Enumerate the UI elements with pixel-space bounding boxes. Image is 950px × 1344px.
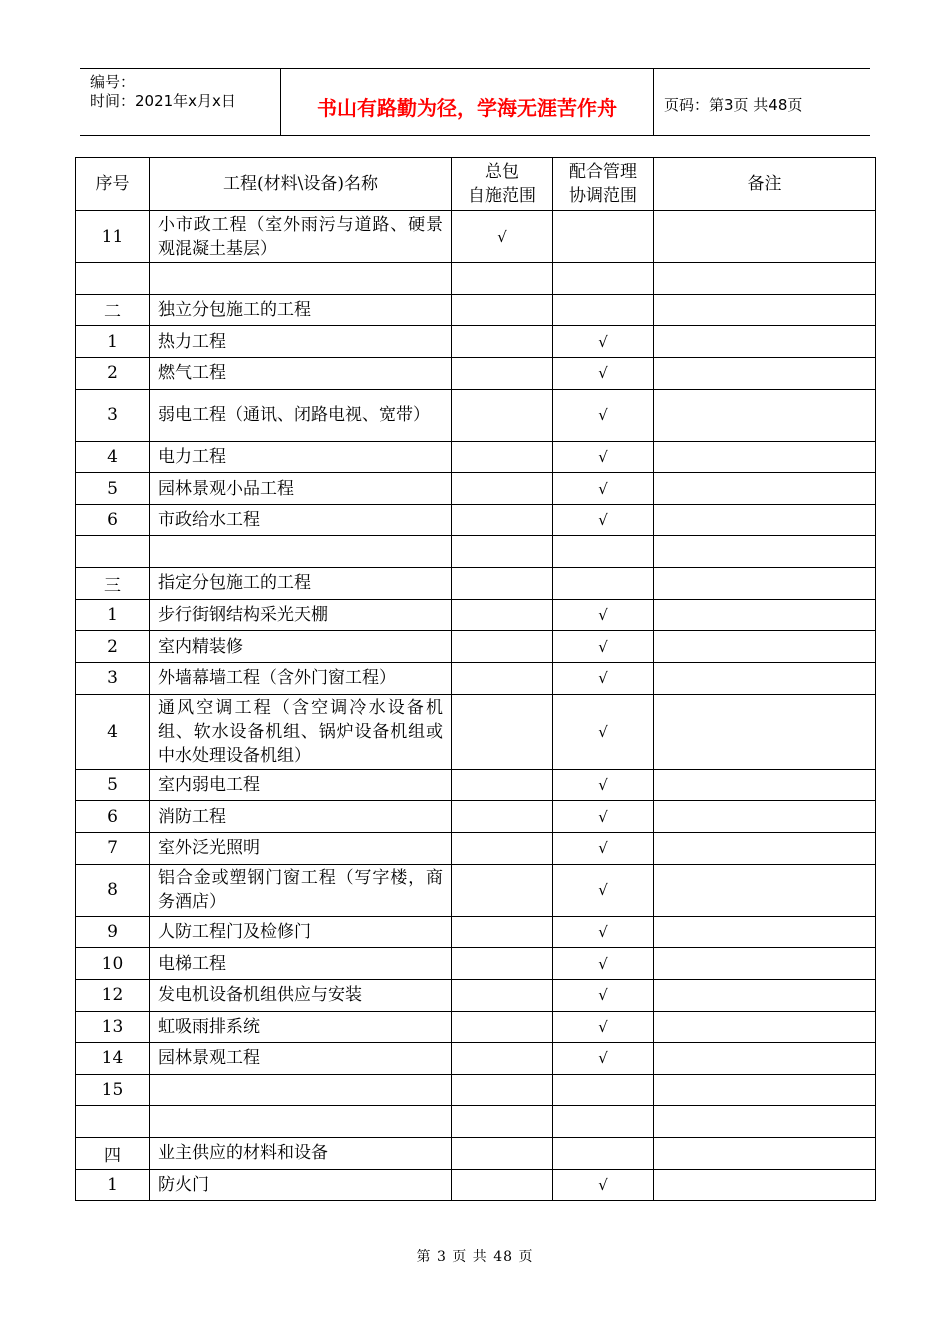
row-self-scope	[452, 1169, 553, 1201]
table-row	[76, 357, 876, 389]
row-name	[150, 263, 452, 295]
col-header-self: 总包 自施范围	[452, 158, 553, 211]
row-coord-scope: √	[553, 1011, 654, 1043]
table-row	[76, 441, 876, 473]
row-self-scope	[452, 694, 553, 769]
row-note	[654, 916, 876, 948]
row-coord-scope: √	[553, 832, 654, 864]
row-self-scope	[452, 294, 553, 326]
row-self-scope: √	[452, 211, 553, 263]
row-name	[150, 1074, 452, 1106]
row-note	[654, 801, 876, 833]
row-coord-scope: √	[553, 326, 654, 358]
row-number: 4	[76, 694, 150, 769]
row-self-scope	[452, 832, 553, 864]
row-coord-scope: √	[553, 694, 654, 769]
row-note	[654, 1169, 876, 1201]
table-row	[76, 504, 876, 536]
row-self-scope	[452, 1043, 553, 1075]
row-self-scope	[452, 916, 553, 948]
row-self-scope	[452, 1074, 553, 1106]
number-label: 编号：	[90, 73, 136, 91]
row-number: 11	[76, 211, 150, 263]
row-note	[654, 389, 876, 441]
row-coord-scope	[553, 211, 654, 263]
row-number: 6	[76, 801, 150, 833]
row-name: 独立分包施工的工程	[150, 294, 452, 326]
row-number: 四	[76, 1138, 150, 1170]
row-name: 人防工程门及检修门	[150, 916, 452, 948]
row-coord-scope	[553, 568, 654, 600]
row-name: 室外泛光照明	[150, 832, 452, 864]
row-number: 15	[76, 1074, 150, 1106]
table-row	[76, 1106, 876, 1138]
row-number: 7	[76, 832, 150, 864]
row-coord-scope: √	[553, 631, 654, 663]
row-note	[654, 536, 876, 568]
row-note	[654, 948, 876, 980]
table-row	[76, 568, 876, 600]
row-number: 6	[76, 504, 150, 536]
row-note	[654, 1138, 876, 1170]
row-self-scope	[452, 504, 553, 536]
row-coord-scope: √	[553, 663, 654, 695]
table-row	[76, 1011, 876, 1043]
table-header-row	[76, 158, 876, 211]
row-number	[76, 263, 150, 295]
row-number: 1	[76, 326, 150, 358]
row-self-scope	[452, 568, 553, 600]
row-number: 5	[76, 769, 150, 801]
row-name: 园林景观小品工程	[150, 473, 452, 505]
row-name	[150, 1106, 452, 1138]
row-note	[654, 769, 876, 801]
row-coord-scope: √	[553, 948, 654, 980]
row-number: 14	[76, 1043, 150, 1075]
table-row	[76, 1043, 876, 1075]
row-note	[654, 1043, 876, 1075]
row-self-scope	[452, 1106, 553, 1138]
row-self-scope	[452, 769, 553, 801]
row-coord-scope: √	[553, 504, 654, 536]
row-note	[654, 211, 876, 263]
row-note	[654, 599, 876, 631]
row-number	[76, 536, 150, 568]
row-note	[654, 263, 876, 295]
row-note	[654, 832, 876, 864]
row-number: 9	[76, 916, 150, 948]
row-self-scope	[452, 1138, 553, 1170]
row-self-scope	[452, 599, 553, 631]
row-name: 指定分包施工的工程	[150, 568, 452, 600]
table-row	[76, 916, 876, 948]
row-note	[654, 979, 876, 1011]
row-name: 外墙幕墙工程（含外门窗工程）	[150, 663, 452, 695]
row-note	[654, 694, 876, 769]
header-motto: 书山有路勤为径，学海无涯苦作舟	[281, 69, 654, 135]
row-name: 市政给水工程	[150, 504, 452, 536]
row-number: 1	[76, 599, 150, 631]
row-self-scope	[452, 864, 553, 916]
table-row	[76, 536, 876, 568]
header-meta	[80, 69, 281, 135]
row-number: 二	[76, 294, 150, 326]
table-row	[76, 1138, 876, 1170]
header-page-info: 页码：第3页 共48页	[664, 95, 803, 114]
row-self-scope	[452, 948, 553, 980]
col-header-name: 工程(材料\设备)名称	[150, 158, 452, 211]
row-number: 8	[76, 864, 150, 916]
row-coord-scope: √	[553, 979, 654, 1011]
row-number: 1	[76, 1169, 150, 1201]
row-self-scope	[452, 801, 553, 833]
table-row	[76, 1074, 876, 1106]
row-note	[654, 504, 876, 536]
row-name: 业主供应的材料和设备	[150, 1138, 452, 1170]
row-name: 室内弱电工程	[150, 769, 452, 801]
table-row	[76, 263, 876, 295]
row-self-scope	[452, 389, 553, 441]
row-number	[76, 1106, 150, 1138]
row-name: 室内精装修	[150, 631, 452, 663]
row-name: 燃气工程	[150, 357, 452, 389]
row-note	[654, 864, 876, 916]
row-coord-scope: √	[553, 1043, 654, 1075]
row-name: 弱电工程（通讯、闭路电视、宽带）	[150, 389, 452, 441]
row-note	[654, 1011, 876, 1043]
row-self-scope	[452, 663, 553, 695]
table-row	[76, 801, 876, 833]
table-row	[76, 631, 876, 663]
time-label: 时间：2021年x月x日	[90, 92, 236, 110]
table-row	[76, 326, 876, 358]
table-row	[76, 663, 876, 695]
row-name: 电梯工程	[150, 948, 452, 980]
row-number: 2	[76, 631, 150, 663]
table-row	[76, 1169, 876, 1201]
row-coord-scope: √	[553, 473, 654, 505]
row-name: 园林景观工程	[150, 1043, 452, 1075]
row-note	[654, 663, 876, 695]
row-self-scope	[452, 357, 553, 389]
row-name: 铝合金或塑钢门窗工程（写字楼，商务酒店）	[150, 864, 452, 916]
row-note	[654, 473, 876, 505]
row-coord-scope: √	[553, 864, 654, 916]
row-coord-scope: √	[553, 801, 654, 833]
table-row	[76, 864, 876, 916]
row-note	[654, 326, 876, 358]
row-number: 4	[76, 441, 150, 473]
row-name: 虹吸雨排系统	[150, 1011, 452, 1043]
row-coord-scope	[553, 1106, 654, 1138]
row-number: 3	[76, 389, 150, 441]
table-row	[76, 979, 876, 1011]
row-coord-scope: √	[553, 389, 654, 441]
row-coord-scope	[553, 1074, 654, 1106]
row-coord-scope: √	[553, 599, 654, 631]
row-name: 步行街钢结构采光天棚	[150, 599, 452, 631]
table-row	[76, 599, 876, 631]
col-header-coord: 配合管理 协调范围	[553, 158, 654, 211]
page-footer: 第 3 页 共 48 页	[416, 1249, 534, 1265]
row-coord-scope	[553, 1138, 654, 1170]
row-note	[654, 294, 876, 326]
row-coord-scope: √	[553, 1169, 654, 1201]
table-row	[76, 694, 876, 769]
row-self-scope	[452, 979, 553, 1011]
table-row	[76, 832, 876, 864]
table-row	[76, 473, 876, 505]
table-row	[76, 948, 876, 980]
row-number: 5	[76, 473, 150, 505]
row-self-scope	[452, 1011, 553, 1043]
row-self-scope	[452, 263, 553, 295]
row-name: 热力工程	[150, 326, 452, 358]
row-coord-scope: √	[553, 916, 654, 948]
row-note	[654, 568, 876, 600]
col-header-no: 序号	[76, 158, 150, 211]
row-name: 小市政工程（室外雨污与道路、硬景观混凝土基层）	[150, 211, 452, 263]
row-self-scope	[452, 473, 553, 505]
row-coord-scope: √	[553, 357, 654, 389]
row-number: 10	[76, 948, 150, 980]
engineering-scope-table	[75, 157, 876, 1201]
row-self-scope	[452, 326, 553, 358]
col-header-note: 备注	[654, 158, 876, 211]
table-row	[76, 211, 876, 263]
row-coord-scope	[553, 536, 654, 568]
row-coord-scope: √	[553, 769, 654, 801]
row-number: 12	[76, 979, 150, 1011]
row-self-scope	[452, 441, 553, 473]
row-name: 电力工程	[150, 441, 452, 473]
row-name: 发电机设备机组供应与安装	[150, 979, 452, 1011]
row-number: 2	[76, 357, 150, 389]
row-number: 13	[76, 1011, 150, 1043]
row-note	[654, 1106, 876, 1138]
table-body	[76, 211, 876, 1201]
row-name: 消防工程	[150, 801, 452, 833]
row-note	[654, 631, 876, 663]
row-coord-scope	[553, 263, 654, 295]
row-coord-scope: √	[553, 441, 654, 473]
row-name: 防火门	[150, 1169, 452, 1201]
row-self-scope	[452, 536, 553, 568]
row-name	[150, 536, 452, 568]
table-row	[76, 294, 876, 326]
row-number: 三	[76, 568, 150, 600]
row-note	[654, 441, 876, 473]
row-self-scope	[452, 631, 553, 663]
row-name: 通风空调工程（含空调冷水设备机组、软水设备机组、锅炉设备机组或中水处理设备机组）	[150, 694, 452, 769]
row-note	[654, 357, 876, 389]
row-note	[654, 1074, 876, 1106]
table-row	[76, 769, 876, 801]
row-number: 3	[76, 663, 150, 695]
row-coord-scope	[553, 294, 654, 326]
table-row	[76, 389, 876, 441]
page-header	[80, 68, 870, 136]
